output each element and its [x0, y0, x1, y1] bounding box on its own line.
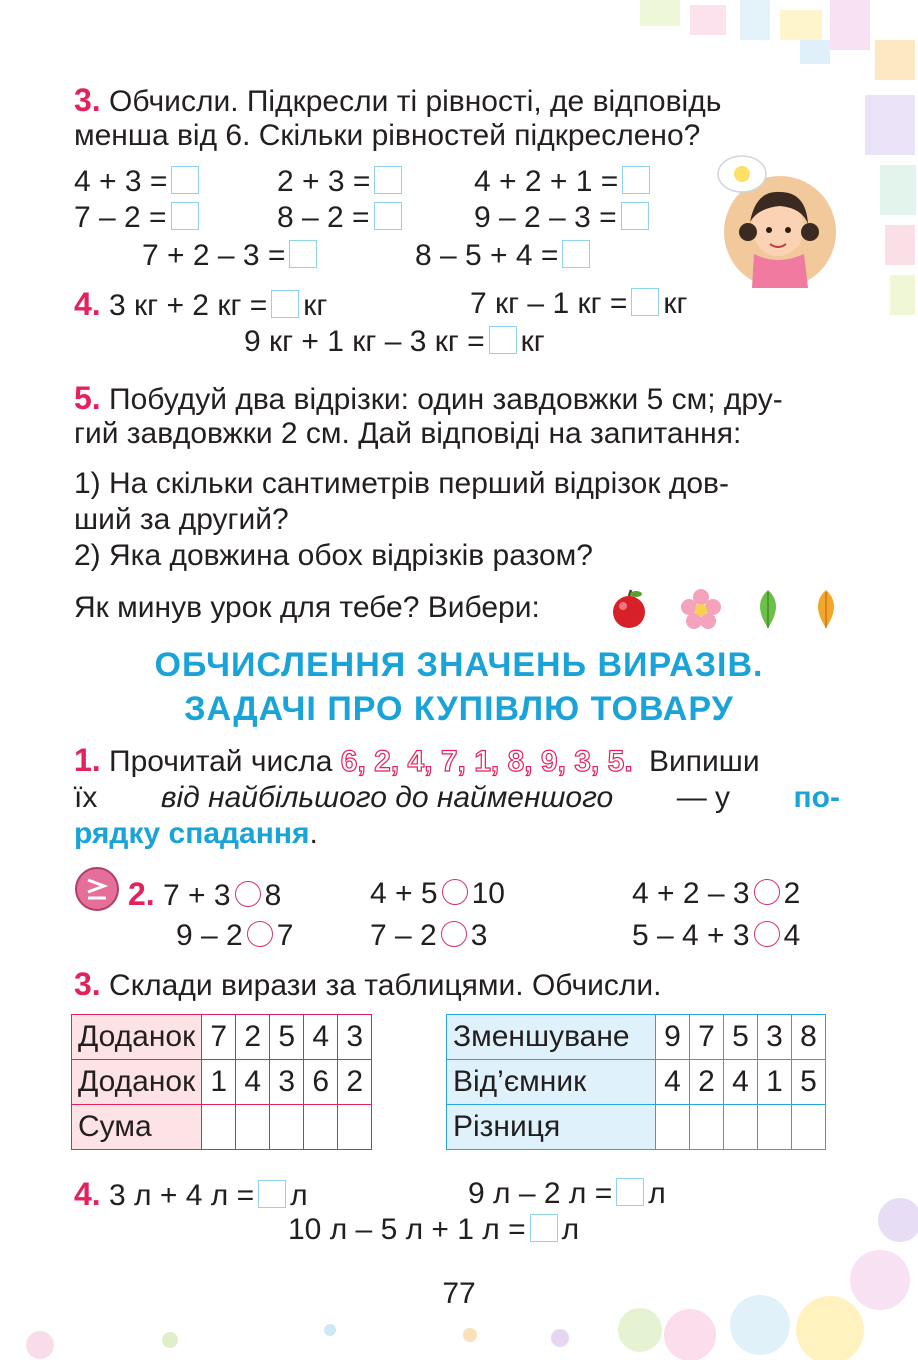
unit-label: л: [290, 1179, 308, 1212]
table-cell: 2: [338, 1060, 372, 1105]
row-label: Сума: [72, 1105, 202, 1150]
ex1-line1: [74, 742, 760, 780]
answer-box[interactable]: [258, 1180, 286, 1208]
ex1-key-term: по-: [793, 781, 840, 814]
compare-circle[interactable]: [247, 921, 273, 947]
expression: 10: [471, 877, 505, 910]
girl-thinking-icon: [712, 150, 842, 290]
addition-table: [71, 1014, 372, 1150]
compare-circle[interactable]: [442, 879, 468, 905]
ex1-text: — у: [676, 781, 731, 814]
ex2-row2-col3: [632, 918, 800, 954]
ex1-emphasis: від найбільшого до найменшого: [160, 781, 614, 814]
green-leaf-icon[interactable]: [752, 588, 784, 630]
ex4-line-b: [468, 1176, 666, 1212]
ex4-top-number: 4.: [74, 286, 101, 322]
ex1-number: 1.: [74, 742, 101, 778]
row-label: Доданок: [72, 1015, 202, 1060]
equation-text: 3 л + 4 л =: [109, 1179, 255, 1212]
compare-circle[interactable]: [754, 921, 780, 947]
expression: 4: [783, 919, 801, 952]
equation-text: 9 л – 2 л =: [468, 1177, 613, 1210]
equation: [142, 238, 321, 274]
ex1-numbers: 6, 2, 4, 7, 1, 8, 9, 3, 5.: [340, 745, 633, 778]
row-label: Різниця: [447, 1105, 656, 1150]
table-cell: 3: [758, 1015, 792, 1060]
answer-box[interactable]: [562, 240, 590, 268]
table-cell: 3: [270, 1060, 304, 1105]
apple-icon[interactable]: [608, 588, 650, 630]
equation-text: 7 – 2 =: [74, 201, 167, 234]
answer-box[interactable]: [171, 202, 199, 230]
ex1-text: Прочитай числа: [109, 745, 333, 778]
ex4-line-a: [74, 1176, 308, 1214]
answer-box[interactable]: [271, 290, 299, 318]
row-label: Зменшуване: [447, 1015, 656, 1060]
table-cell: 4: [304, 1015, 338, 1060]
table-cell: 9: [656, 1015, 690, 1060]
ex3-top-number: 3.: [74, 82, 101, 118]
ex5-text2: гий завдовжки 2 см. Дай відповіді на запитання:: [74, 417, 742, 450]
table-cell: 7: [690, 1015, 724, 1060]
table-row: [447, 1060, 826, 1105]
ex4-number: 4.: [74, 1176, 101, 1212]
expression: 5 – 4 + 3: [632, 919, 750, 952]
answer-cell[interactable]: [656, 1105, 690, 1150]
equation: [277, 200, 406, 236]
ex5-question2: 2) Яка довжина обох відрізків разом?: [74, 539, 593, 572]
answer-cell[interactable]: [202, 1105, 236, 1150]
equation-text: 10 л – 5 л + 1 л =: [288, 1213, 526, 1246]
answer-box[interactable]: [489, 326, 517, 354]
ex3-text: Склади вирази за таблицями. Обчисли.: [109, 969, 662, 1002]
row-label: Доданок: [72, 1060, 202, 1105]
ex2-number: 2.: [128, 876, 155, 912]
unit-label: кг: [520, 325, 545, 358]
ex5-question1a: 1) На скільки сантиметрів перший відрізок дов-: [74, 467, 729, 500]
equation-text: 9 – 2 – 3 =: [474, 201, 617, 234]
equation: [474, 200, 653, 236]
row-label: Від’ємник: [447, 1060, 656, 1105]
answer-box[interactable]: [631, 288, 659, 316]
answer-cell[interactable]: [338, 1105, 372, 1150]
equation-text: 8 – 5 + 4 =: [415, 239, 559, 272]
reflection-prompt: Як минув урок для тебе? Вибери:: [74, 591, 540, 624]
equation: [474, 164, 654, 200]
expression: 8: [264, 879, 282, 912]
ex5-question1b: ший за другий?: [74, 503, 289, 536]
answer-cell[interactable]: [690, 1105, 724, 1150]
answer-cell[interactable]: [758, 1105, 792, 1150]
table-cell: 1: [202, 1060, 236, 1105]
ex3-top-line1: [74, 82, 721, 120]
ex2-row2-col1: [176, 918, 293, 954]
table-cell: 1: [758, 1060, 792, 1105]
ex5-number: 5.: [74, 380, 101, 416]
ex3-top-text2: менша від 6. Скільки рівностей підкреслено?: [74, 119, 701, 152]
ex5-text1: Побудуй два відрізки: один завдовжки 5 см; дру-: [109, 383, 783, 416]
ex1-text: Випиши: [649, 745, 760, 778]
answer-box[interactable]: [621, 202, 649, 230]
ex3-number: 3.: [74, 966, 101, 1002]
equation-text: 3 кг + 2 кг =: [109, 289, 268, 322]
unit-label: кг: [303, 289, 328, 322]
ex2-row1-col2: [370, 876, 505, 912]
equation: [74, 164, 203, 200]
table-row: [72, 1105, 372, 1150]
table-row: [447, 1015, 826, 1060]
ex4-top-line-b: [470, 286, 687, 322]
expression: 4 + 2 – 3: [632, 877, 750, 910]
table-cell: 5: [270, 1015, 304, 1060]
answer-box[interactable]: [374, 202, 402, 230]
ex1-line2: [74, 780, 840, 816]
expression: 7 + 3: [163, 879, 231, 912]
expression: 3: [470, 919, 488, 952]
unit-label: кг: [663, 287, 688, 320]
equation-text: 4 + 3 =: [74, 165, 168, 198]
answer-cell[interactable]: [304, 1105, 338, 1150]
expression: 2: [783, 877, 801, 910]
ex4-top-line-c: [244, 324, 545, 360]
table-cell: 8: [792, 1015, 826, 1060]
answer-box[interactable]: [289, 240, 317, 268]
ex2-row1-col3: [632, 876, 800, 912]
answer-box[interactable]: [616, 1178, 644, 1206]
ex1-text: їх: [74, 781, 98, 814]
table-cell: 4: [724, 1060, 758, 1105]
table-row: [72, 1015, 372, 1060]
ex3-line: [74, 966, 661, 1004]
ex3-top-text1: Обчисли. Підкресли ті рівності, де відповідь: [109, 85, 722, 118]
expression: 7 – 2: [370, 919, 437, 952]
answer-box[interactable]: [530, 1214, 558, 1242]
section-title-line1: ОБЧИСЛЕННЯ ЗНАЧЕНЬ ВИРАЗІВ.: [154, 646, 764, 684]
ex4-line-c: [288, 1212, 579, 1248]
answer-box[interactable]: [374, 166, 402, 194]
section-title-line2: ЗАДАЧІ ПРО КУПІВЛЮ ТОВАРУ: [184, 690, 734, 728]
table-cell: 2: [236, 1015, 270, 1060]
equation-text: 7 + 2 – 3 =: [142, 239, 286, 272]
equation: [415, 238, 594, 274]
answer-cell[interactable]: [236, 1105, 270, 1150]
equation-text: 8 – 2 =: [277, 201, 370, 234]
table-cell: 6: [304, 1060, 338, 1105]
equation-text: 7 кг – 1 кг =: [470, 287, 628, 320]
unit-label: л: [561, 1213, 580, 1246]
compare-circle[interactable]: [754, 879, 780, 905]
answer-box[interactable]: [171, 166, 199, 194]
table-row: [72, 1060, 372, 1105]
table-cell: 4: [656, 1060, 690, 1105]
table-cell: 4: [236, 1060, 270, 1105]
expression: 9 – 2: [176, 919, 243, 952]
table-cell: 2: [690, 1060, 724, 1105]
ex5-line1: [74, 380, 783, 418]
answer-cell[interactable]: [724, 1105, 758, 1150]
equation: [277, 164, 406, 200]
ex1-line3: [74, 816, 318, 852]
table-cell: 3: [338, 1015, 372, 1060]
expression: 7: [276, 919, 294, 952]
unit-label: л: [648, 1177, 666, 1210]
equation-text: 4 + 2 + 1 =: [474, 165, 619, 198]
flower-icon[interactable]: [680, 588, 722, 630]
table-cell: 7: [202, 1015, 236, 1060]
table-row: [447, 1105, 826, 1150]
ex1-text: .: [309, 817, 318, 850]
orange-leaf-icon[interactable]: [810, 588, 842, 630]
answer-cell[interactable]: [270, 1105, 304, 1150]
equation: [74, 200, 203, 236]
subtraction-table: [446, 1014, 826, 1150]
compare-circle[interactable]: [441, 921, 467, 947]
answer-cell[interactable]: [792, 1105, 826, 1150]
page-number: 77: [442, 1277, 476, 1310]
equation-text: 9 кг + 1 кг – 3 кг =: [244, 325, 485, 358]
ex4-top-line-a: [74, 286, 327, 324]
equation-text: 2 + 3 =: [277, 165, 371, 198]
compare-circle[interactable]: [235, 881, 261, 907]
answer-box[interactable]: [622, 166, 650, 194]
table-cell: 5: [724, 1015, 758, 1060]
ex1-key-term: рядку спадання: [74, 817, 310, 850]
ex2-row1-col1: [128, 876, 281, 914]
ex2-row2-col2: [370, 918, 487, 954]
table-cell: 5: [792, 1060, 826, 1105]
compare-sign-icon: [74, 866, 120, 912]
expression: 4 + 5: [370, 877, 438, 910]
